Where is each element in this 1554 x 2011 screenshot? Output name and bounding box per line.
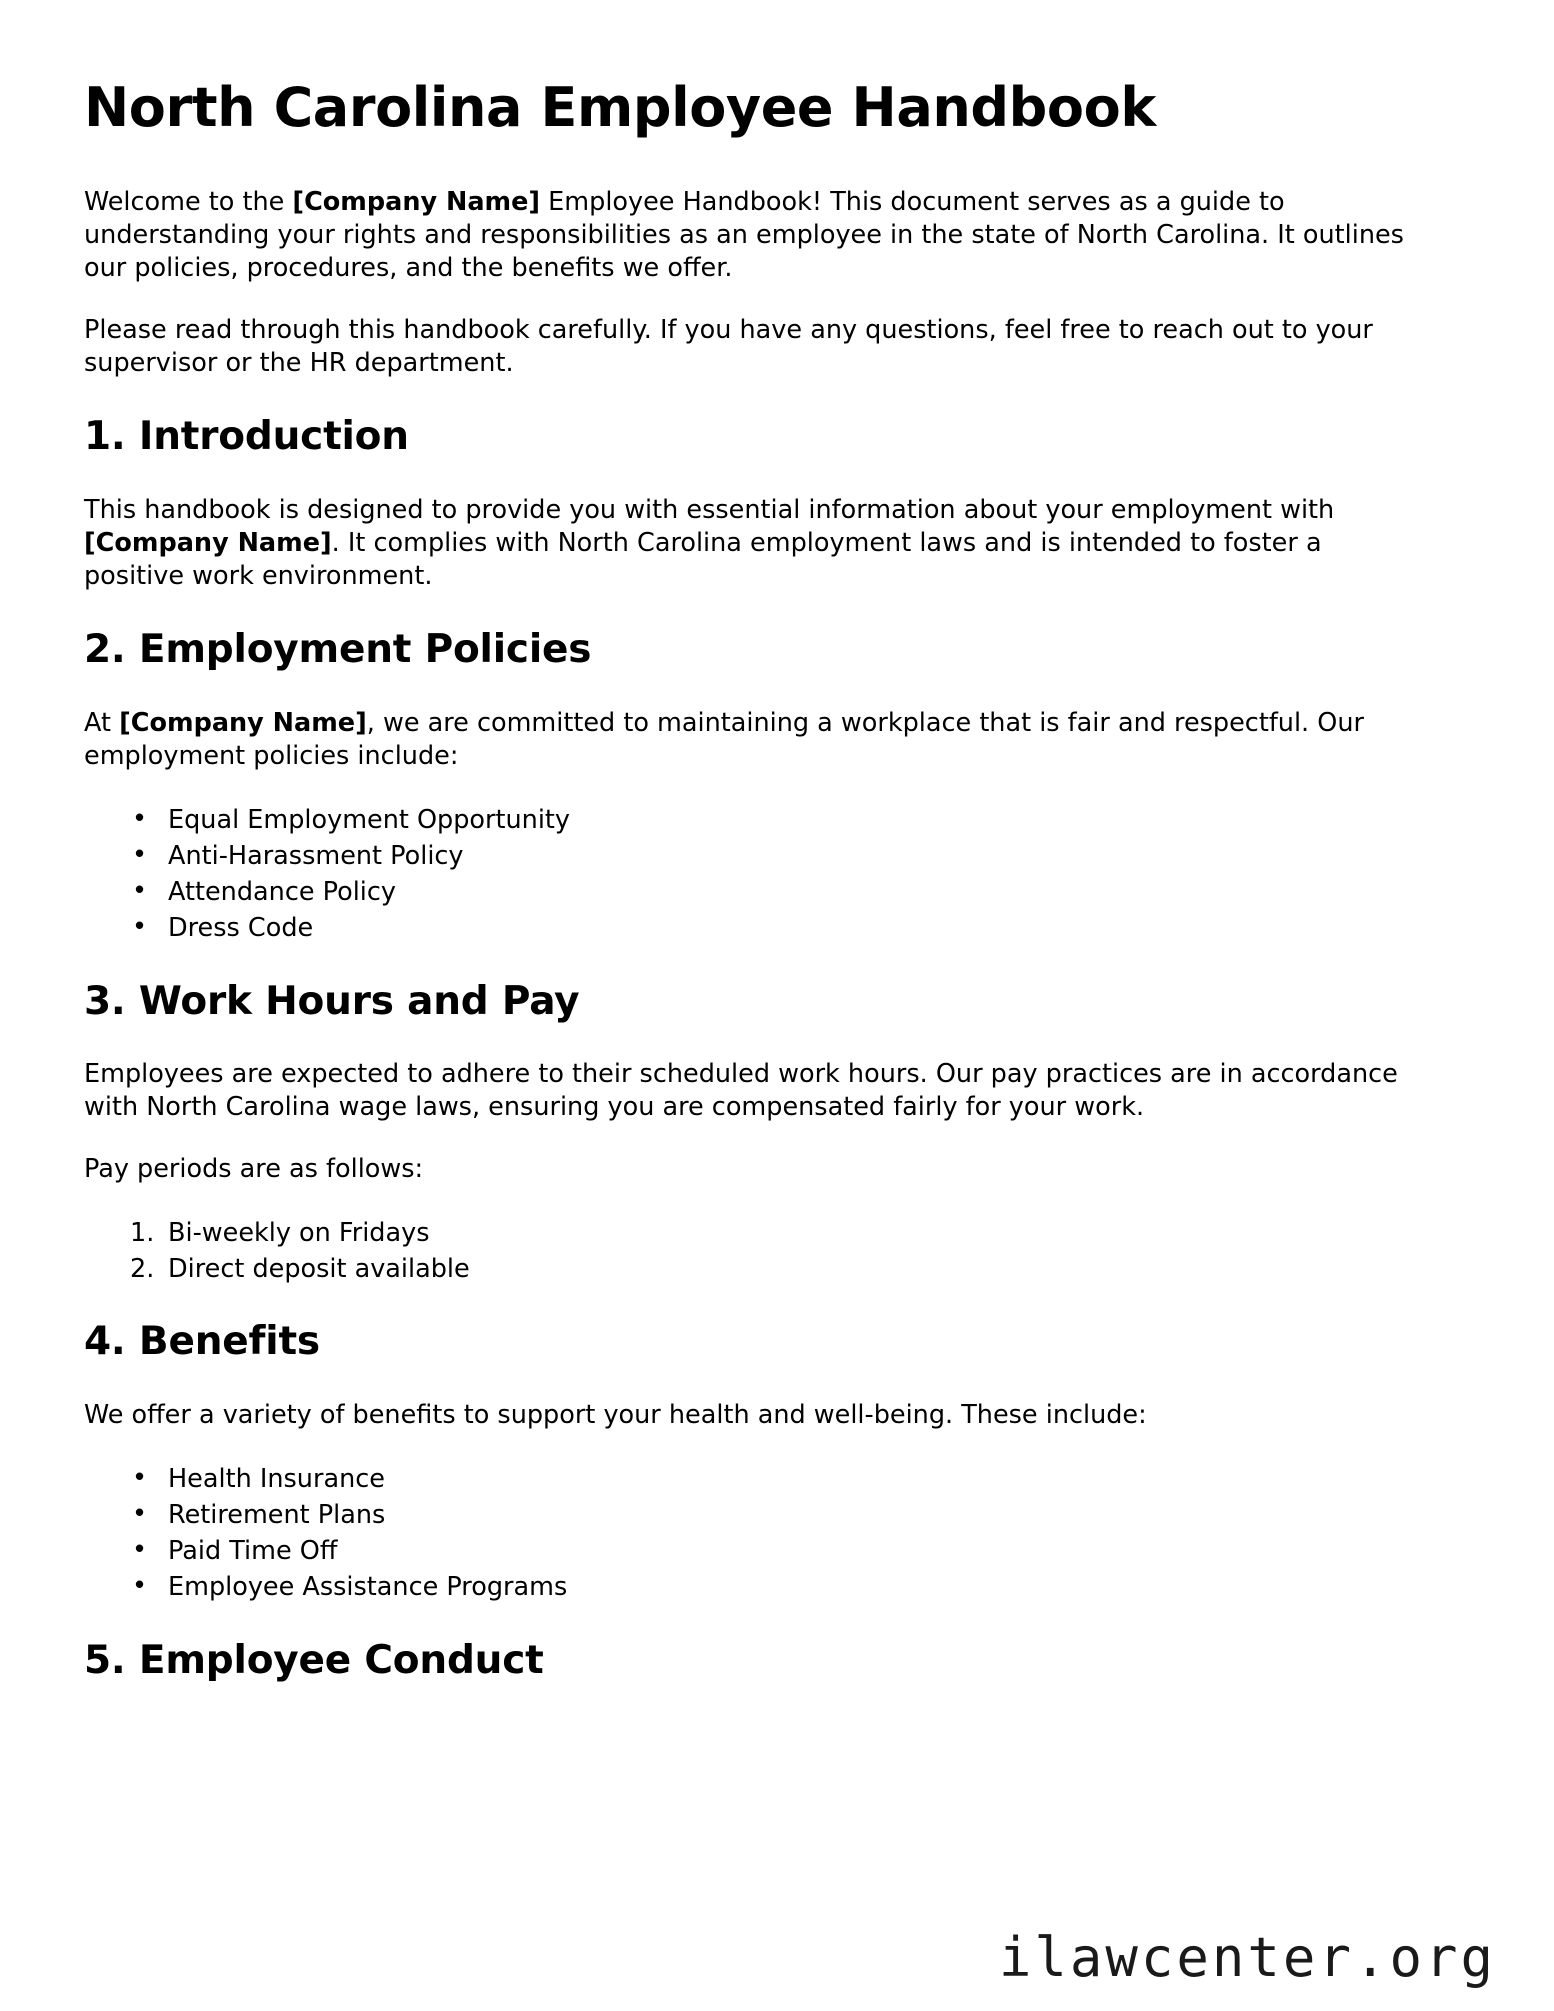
welcome-text-part-1: Welcome to the: [84, 187, 293, 218]
please-read-paragraph: Please read through this handbook carefully. If you have any questions, feel free to reach out to your supervisor or the HR department.: [84, 314, 1373, 378]
company-name-placeholder: [Company Name]: [84, 527, 332, 558]
employment-policies-list: [84, 802, 1462, 947]
introduction-text-part-2: . It complies with North Carolina employment laws and is intended to foster a positive work environment.: [84, 527, 1322, 591]
list-item: • Anti-Harassment Policy: [168, 838, 1462, 874]
section-heading-benefits: 4. Benefits: [84, 1319, 320, 1365]
section-heading-employment-policies: 2. Employment Policies: [84, 627, 592, 673]
introduction-paragraph: [84, 494, 1384, 592]
list-item: • Dress Code: [168, 910, 1462, 946]
company-name-placeholder: [Company Name]: [292, 187, 541, 218]
welcome-text-part-2: Employee Handbook! This document serves as a guide to understanding your rights and responsibilities as an employee in the state of North Carolina. It outlines our policies, procedures, and the benefits we offer.: [84, 187, 1404, 283]
introduction-text-part-1: This handbook is designed to provide you with essential information about your employment with: [84, 495, 1335, 526]
section-heading-work-hours-and-pay: 3. Work Hours and Pay: [84, 978, 580, 1024]
list-item: • Retirement Plans: [168, 1497, 1462, 1533]
list-item: • Health Insurance: [168, 1461, 1462, 1497]
watermark: ilawcenter.org: [998, 1926, 1496, 1989]
benefits-paragraph: We offer a variety of benefits to support your health and well-being. These include:: [84, 1400, 1147, 1431]
list-item: • Equal Employment Opportunity: [168, 802, 1462, 838]
list-item: • Employee Assistance Programs: [168, 1569, 1462, 1605]
work-hours-paragraph: Employees are expected to adhere to their scheduled work hours. Our pay practices are in accordance with North Carolina wage laws, ensuring you are compensated fairly for your work.: [84, 1059, 1398, 1123]
pay-periods-list: [84, 1215, 1462, 1287]
welcome-paragraph: [84, 186, 1429, 284]
list-item: • Paid Time Off: [168, 1533, 1462, 1569]
list-item: Bi-weekly on Fridays: [168, 1217, 430, 1248]
list-item: Direct deposit available: [168, 1253, 470, 1284]
company-name-placeholder: [Company Name]: [119, 708, 367, 739]
list-item: • Attendance Policy: [168, 874, 1462, 910]
employment-policies-text-part-1: At: [84, 708, 120, 739]
page-title: North Carolina Employee Handbook: [84, 76, 1156, 139]
section-heading-introduction: 1. Introduction: [84, 414, 409, 460]
employment-policies-text-part-2: , we are committed to maintaining a workplace that is fair and respectful. Our employment policies include:: [84, 708, 1364, 772]
pay-periods-intro: Pay periods are as follows:: [84, 1154, 424, 1184]
section-heading-employee-conduct: 5. Employee Conduct: [84, 1637, 544, 1683]
employment-policies-paragraph: [84, 707, 1429, 773]
benefits-list: [84, 1461, 1462, 1606]
